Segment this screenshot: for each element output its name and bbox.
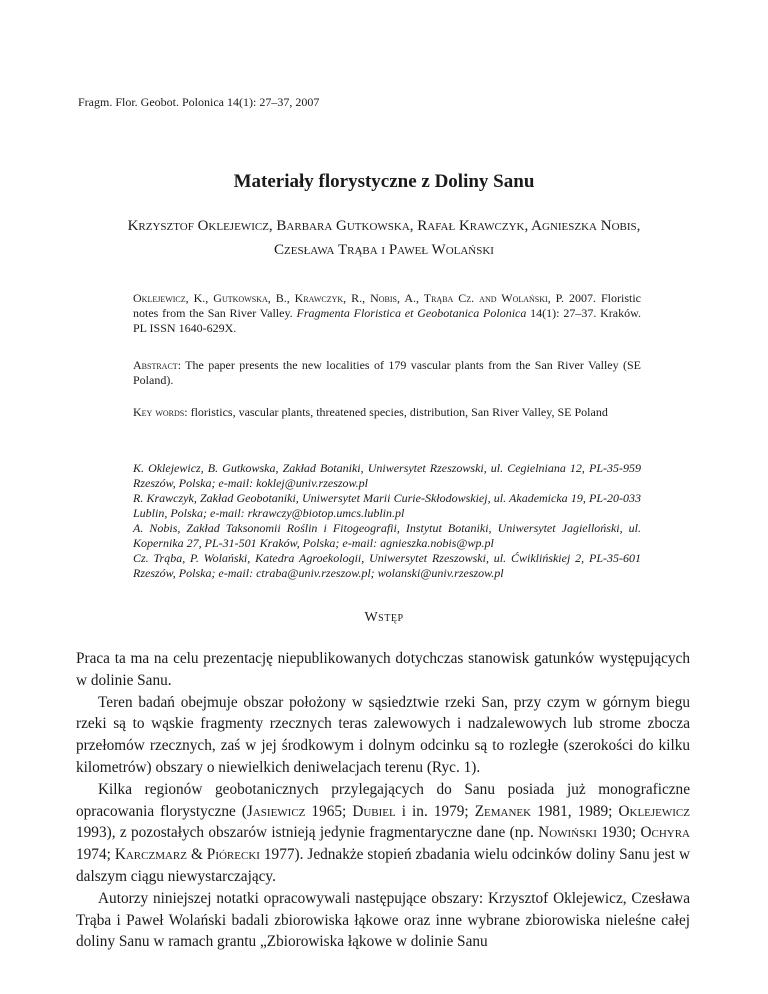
- text-run: 1974;: [76, 846, 115, 864]
- paragraph: Autorzy niniejszej notatki opracowywali następujące obszary: Krzysztof Oklejewicz, Czesława Trąba i Paweł Wolański badali zbiorowiska łąkowe oraz inne wybrane zbiorowiska nieleśne całej doliny Sanu w ramach grantu „Zbiorowiska łąkowe w dolinie Sanu: [76, 889, 690, 951]
- text-run: 1965;: [305, 802, 353, 820]
- text-run: 1981, 1989;: [531, 802, 619, 820]
- article-title: Materiały florystyczne z Doliny Sanu: [233, 171, 535, 192]
- text-run: 1993), z pozostałych obszarów istnieją jedynie fragmentaryczne dane (np.: [76, 824, 539, 842]
- keywords: [133, 405, 641, 420]
- cited-author: Karczmarz & Piórecki: [114, 846, 260, 864]
- paragraph: Teren badań obejmuje obszar położony w sąsiedztwie rzeki San, przy czym w górnym biegu rzeki są to wąskie fragmenty rzecznych teras zalewowych i nadzalewowych lub strome zbocza przełomów rzecznych, zaś w jej środkowym i dolnym odcinku są to rozległe (szerokości do kilku kilometrów) obszary o niewielkich deniwelacjach terenu (Ryc. 1).: [76, 693, 690, 776]
- affiliation-item: Cz. Trąba, P. Wolański, Katedra Agroekologii, Uniwersytet Rzeszowski, ul. Ćwiklińskiej 2, PL-35-601 Rzeszów, Polska; e-mail: ctraba@univ.rzeszow.pl; wolanski@univ.rzeszow.pl: [133, 551, 641, 580]
- text-run: i in. 1979;: [395, 802, 475, 820]
- citation-authors: Oklejewicz, K., Gutkowska, B., Krawczyk, R., Nobis, A., Trąba Cz. and Wolański, P. 2007.: [133, 291, 596, 305]
- keywords-text: : floristics, vascular plants, threatened species, distribution, San River Valley, SE Poland: [184, 405, 608, 419]
- citation-rest: 14(1): 27–37. Kraków. PL ISSN 1640-629X.: [133, 306, 642, 335]
- abstract-label: Abstract: [133, 358, 178, 372]
- paragraph: [76, 779, 690, 888]
- paragraph: Praca ta ma na celu prezentację niepublikowanych dotychczas stanowisk gatunków występujących w dolinie Sanu.: [76, 650, 690, 689]
- abstract: [133, 358, 641, 388]
- body-text: [76, 648, 690, 953]
- cited-author: Dubiel: [352, 802, 396, 820]
- cited-author: Ochyra: [640, 824, 690, 842]
- citation-title: Floristic notes from the San River Valley.: [133, 291, 641, 320]
- author-line: Krzysztof Oklejewicz, Barbara Gutkowska, Rafał Krawczyk, Agnieszka Nobis,: [127, 218, 641, 234]
- text-run: Kilka regionów geobotanicznych przylegających do Sanu posiada już monograficzne opracowania florystyczne (: [76, 780, 690, 820]
- citation-journal: Fragmenta Floristica et Geobotanica Polonica: [296, 306, 527, 320]
- affiliation-item: K. Oklejewicz, B. Gutkowska, Zakład Botaniki, Uniwersytet Rzeszowski, ul. Cegielniana 12, PL-35-959 Rzeszów, Polska; e-mail: koklej@univ.rzeszow.pl: [133, 461, 641, 490]
- abstract-text: : The paper presents the new localities of 179 vascular plants from the San River Valley (SE Poland).: [133, 358, 641, 387]
- affiliation-item: A. Nobis, Zakład Taksonomii Roślin i Fitogeografii, Instytut Botaniki, Uniwersytet Jagielloński, ul. Kopernika 27, PL-31-501 Kraków, Polska; e-mail: agnieszka.nobis@wp.pl: [133, 521, 641, 550]
- text-run: 1977). Jednakże stopień zbadania wielu odcinków doliny Sanu jest w dalszym ciągu niewystarczający.: [76, 846, 690, 885]
- affiliations: [133, 461, 641, 581]
- cited-author: Oklejewicz: [618, 802, 690, 820]
- cited-author: Jasiewicz: [246, 802, 306, 820]
- journal-reference: Fragm. Flor. Geobot. Polonica 14(1): 27–37, 2007: [78, 95, 320, 109]
- keywords-label: Key words: [133, 405, 185, 419]
- affiliation-item: R. Krawczyk, Zakład Geobotaniki, Uniwersytet Marii Curie-Skłodowskiej, ul. Akademicka 19, PL-20-033 Lublin, Polska; e-mail: rkrawczy@biotop.umcs.lublin.pl: [133, 491, 641, 520]
- citation: [133, 291, 641, 336]
- cited-author: Zemanek: [474, 802, 532, 820]
- text-run: 1930;: [596, 824, 641, 842]
- cited-author: Nowiński: [538, 824, 597, 842]
- author-list: [60, 214, 708, 262]
- author-line: Czesława Trąba i Paweł Wolański: [274, 242, 494, 258]
- section-heading: Wstęp: [364, 610, 404, 625]
